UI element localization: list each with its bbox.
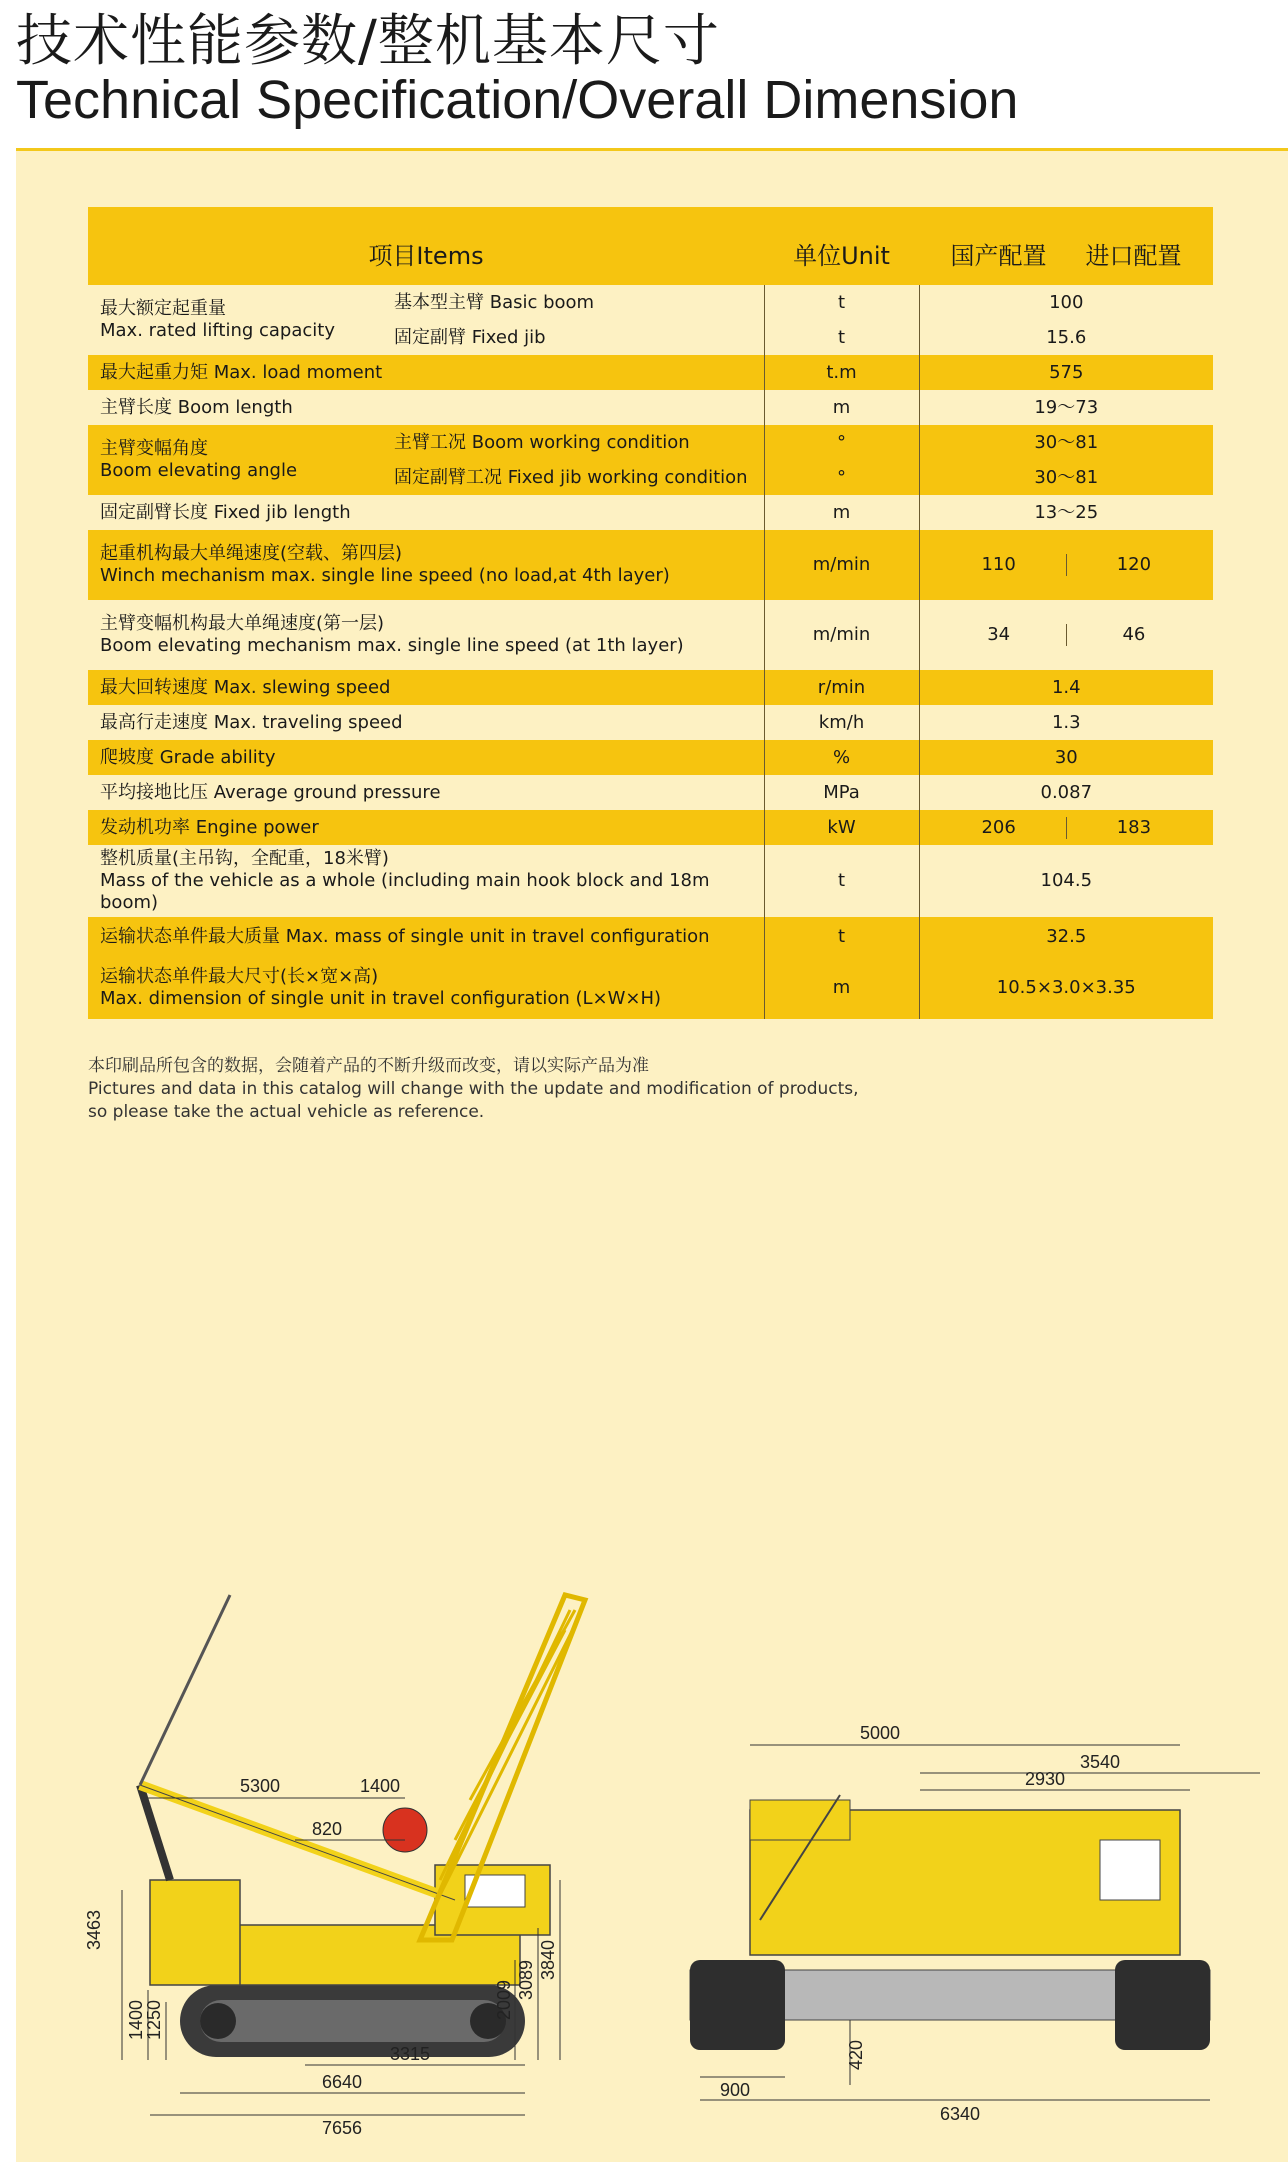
label-en: Winch mechanism max. single line speed (no load,at 4th layer): [100, 565, 670, 586]
row-unit: t: [764, 845, 919, 917]
row-unit: MPa: [764, 775, 919, 810]
row-label: 最大回转速度 Max. slewing speed: [100, 676, 391, 698]
dim-2930: 2930: [1025, 1769, 1066, 1789]
row-unit: m/min: [764, 600, 919, 670]
row-value: 19～73: [1034, 396, 1099, 418]
table-row: [88, 917, 1213, 957]
row-value: [919, 600, 1213, 670]
side-view-crane: [84, 1595, 585, 2138]
header-imported: 进口配置: [1085, 242, 1182, 270]
rear-window: [1100, 1840, 1160, 1900]
row-unit: r/min: [764, 670, 919, 705]
row-unit: %: [764, 740, 919, 775]
row-value: 15.6: [1046, 326, 1087, 348]
side-pendant-line: [140, 1595, 230, 1785]
row-unit: t: [764, 285, 919, 320]
label-en: Boom elevating mechanism max. single line speed (at 1th layer): [100, 635, 684, 656]
table-row: [88, 775, 1213, 810]
row-sublabel: 固定副臂 Fixed jib: [394, 326, 546, 348]
row-unit: m: [764, 495, 919, 530]
table-header-row: [88, 207, 1213, 285]
dim-6340: 6340: [940, 2104, 981, 2124]
dim-6640: 6640: [322, 2072, 363, 2092]
dim-820: 820: [312, 1819, 343, 1839]
row-sublabel: 基本型主臂 Basic boom: [394, 291, 595, 313]
note-en-2: so please take the actual vehicle as reference.: [88, 1102, 485, 1122]
dim-7656: 7656: [322, 2118, 363, 2138]
row-label: [88, 285, 388, 355]
row-label: [88, 425, 388, 495]
dimension-drawings: [60, 1540, 1260, 2140]
row-label: 平均接地比压 Average ground pressure: [100, 781, 441, 803]
row-unit: m/min: [764, 530, 919, 600]
row-value: [919, 810, 1213, 845]
row-sublabel: 固定副臂工况 Fixed jib working condition: [394, 466, 748, 488]
row-value: 100: [1049, 291, 1084, 313]
row-value: 0.087: [1040, 781, 1093, 803]
row-unit: t: [764, 917, 919, 957]
table-row: [88, 600, 1213, 670]
row-value: 1.3: [1051, 711, 1081, 733]
side-counterweight: [150, 1880, 240, 1985]
note-en-1: Pictures and data in this catalog will change with the update and modification of products,: [88, 1079, 859, 1099]
row-unit: °: [764, 460, 919, 495]
dim-5000: 5000: [860, 1723, 901, 1743]
value-domestic: 34: [932, 624, 1067, 646]
label-en: Mass of the vehicle as a whole (including main hook block and 18m boom): [100, 870, 710, 913]
rear-railing-box: [750, 1800, 850, 1840]
row-value: 30: [1054, 746, 1078, 768]
table-row: [88, 670, 1213, 705]
note-cn: 本印刷品所包含的数据，会随着产品的不断升级而改变，请以实际产品为准: [88, 1056, 649, 1076]
dim-3315: 3315: [390, 2044, 431, 2064]
value-imported: 46: [1122, 624, 1146, 645]
label-cn: 最大额定起重量: [100, 298, 226, 319]
dim-5300: 5300: [240, 1776, 281, 1796]
dim-900: 900: [720, 2080, 751, 2100]
label-cn: 主臂变幅机构最大单绳速度(第一层): [100, 613, 385, 634]
table-row: [88, 425, 1213, 460]
dim-1250: 1250: [144, 1999, 164, 2040]
row-unit: t: [764, 320, 919, 355]
spec-table: [88, 207, 1213, 1019]
row-label: 爬坡度 Grade ability: [100, 746, 276, 768]
side-hoist-drum: [383, 1808, 427, 1852]
row-label: [88, 957, 764, 1019]
label-cn: 主臂变幅角度: [100, 438, 208, 459]
side-idler-wheel: [200, 2003, 236, 2039]
row-value: 30～81: [1034, 466, 1099, 488]
row-value: [919, 530, 1213, 600]
table-row: [88, 845, 1213, 917]
dim-3540: 3540: [1080, 1752, 1121, 1772]
label-en: Max. rated lifting capacity: [100, 320, 335, 341]
dim-3089: 3089: [516, 1959, 536, 2000]
value-domestic: 110: [932, 554, 1067, 576]
row-value: 10.5×3.0×3.35: [996, 977, 1136, 998]
dim-420: 420: [846, 2039, 866, 2070]
table-row: [88, 957, 1213, 1019]
row-label: [88, 845, 764, 917]
header-config: [919, 207, 1213, 285]
dim-2009: 2009: [494, 1979, 514, 2020]
rear-view-crane: [690, 1723, 1260, 2124]
header-unit: 单位Unit: [793, 242, 890, 270]
row-value: 1.4: [1051, 676, 1081, 698]
dim-1400: 1400: [360, 1776, 401, 1796]
label-en: Boom elevating angle: [100, 460, 298, 481]
dim-3840: 3840: [538, 1939, 558, 1980]
row-value: 30～81: [1034, 431, 1099, 453]
row-label: 最大起重力矩 Max. load moment: [100, 361, 383, 383]
row-sublabel: 主臂工况 Boom working condition: [394, 431, 690, 453]
table-row: [88, 530, 1213, 600]
row-label: 最高行走速度 Max. traveling speed: [100, 711, 403, 733]
row-value: 13～25: [1034, 501, 1099, 523]
row-value: 575: [1049, 361, 1084, 383]
table-row: [88, 285, 1213, 320]
row-unit: kW: [764, 810, 919, 845]
header-domestic: 国产配置: [950, 242, 1047, 270]
table-row: [88, 810, 1213, 845]
label-cn: 整机质量(主吊钩，全配重，18米臂): [100, 848, 389, 869]
value-imported: 120: [1116, 554, 1152, 575]
row-label: 发动机功率 Engine power: [100, 816, 319, 838]
row-label: [88, 530, 764, 600]
row-label: [88, 600, 764, 670]
row-label: 固定副臂长度 Fixed jib length: [100, 501, 351, 523]
header-items: 项目Items: [368, 242, 484, 270]
table-row: [88, 495, 1213, 530]
rear-track-right: [1115, 1960, 1210, 2050]
table-row: [88, 355, 1213, 390]
row-label: 主臂长度 Boom length: [100, 396, 293, 418]
table-row: [88, 390, 1213, 425]
label-en: Max. dimension of single unit in travel configuration (L×W×H): [100, 988, 662, 1009]
row-unit: t.m: [764, 355, 919, 390]
label-cn: 起重机构最大单绳速度(空载、第四层): [100, 543, 403, 564]
label-cn: 运输状态单件最大尺寸(长×宽×高): [100, 966, 379, 987]
row-unit: °: [764, 425, 919, 460]
value-domestic: 206: [932, 817, 1067, 839]
rear-track-left: [690, 1960, 785, 2050]
row-value: 104.5: [1040, 870, 1093, 891]
row-value: 32.5: [1046, 926, 1087, 947]
row-unit: km/h: [764, 705, 919, 740]
row-unit: m: [764, 390, 919, 425]
side-crawler-inner: [200, 2000, 505, 2042]
table-row: [88, 705, 1213, 740]
row-label: 运输状态单件最大质量 Max. mass of single unit in travel configuration: [100, 926, 710, 947]
dim-3463: 3463: [84, 1909, 104, 1950]
title-chinese: 技术性能参数/整机基本尺寸: [16, 9, 720, 74]
value-imported: 183: [1116, 816, 1152, 838]
disclaimer-note: [88, 1055, 859, 1124]
title-english: Technical Specification/Overall Dimension: [16, 70, 1019, 130]
page-header: [0, 0, 1288, 150]
dim-1400b: 1400: [126, 1999, 146, 2040]
row-unit: m: [764, 957, 919, 1019]
table-row: [88, 740, 1213, 775]
